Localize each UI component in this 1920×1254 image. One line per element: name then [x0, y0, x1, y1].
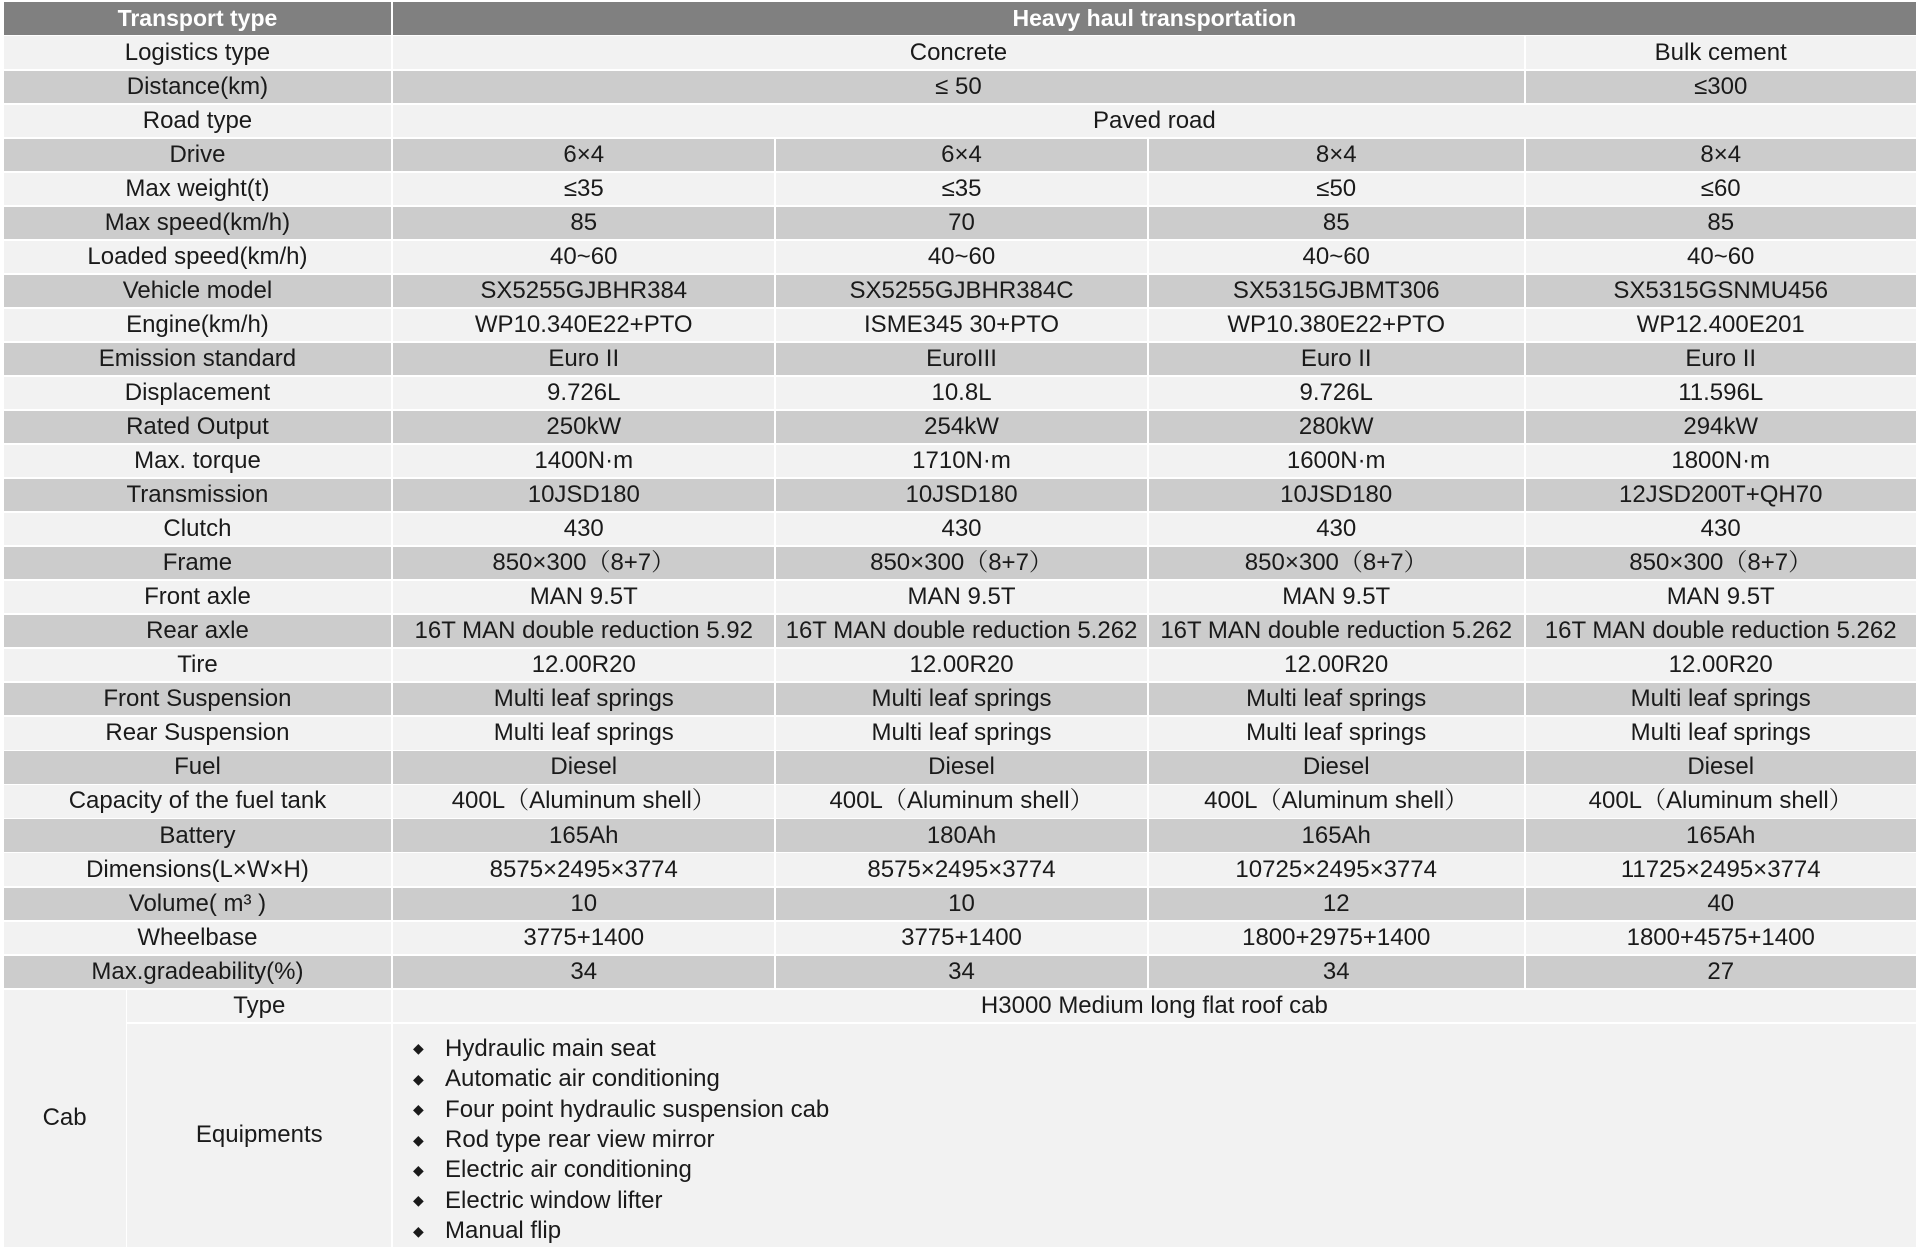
spec-cell: MAN 9.5T [1149, 581, 1524, 613]
spec-cell: 10.8L [776, 377, 1146, 409]
row-label: Wheelbase [4, 922, 392, 954]
spec-cell: 1800+4575+1400 [1526, 922, 1916, 954]
list-item [413, 1094, 1916, 1124]
diamond-bullet-icon: ◆ [413, 1101, 424, 1118]
spec-cell: ISME345 30+PTO [776, 309, 1146, 341]
spec-cell: 27 [1526, 956, 1916, 988]
spec-cell: Diesel [776, 751, 1146, 783]
spec-cell: Multi leaf springs [1149, 683, 1524, 715]
spec-cell: SX5255GJBHR384 [393, 275, 774, 307]
spec-cell: 165Ah [1149, 819, 1524, 851]
spec-cell: 400L（Aluminum shell） [1526, 785, 1916, 817]
logistics-bulk-cement: Bulk cement [1526, 36, 1916, 68]
cab-type-value: H3000 Medium long flat roof cab [393, 990, 1916, 1022]
spec-cell: 40~60 [1526, 241, 1916, 273]
spec-cell: 850×300（8+7） [1149, 547, 1524, 579]
spec-cell: 8575×2495×3774 [393, 853, 774, 885]
spec-cell: 12.00R20 [1149, 649, 1524, 681]
row-label: Drive [4, 139, 392, 171]
spec-cell: 400L（Aluminum shell） [393, 785, 774, 817]
spec-cell: EuroIII [776, 343, 1146, 375]
spec-cell: 430 [776, 513, 1146, 545]
row-label: Tire [4, 649, 392, 681]
list-item [413, 1216, 1916, 1246]
row-label: Rear axle [4, 615, 392, 647]
logistics-concrete: Concrete [393, 36, 1524, 68]
cab-equipments-list [393, 1024, 1916, 1247]
row-label-logistics-type: Logistics type [4, 36, 392, 68]
spec-cell: 250kW [393, 411, 774, 443]
spec-cell: 3775+1400 [393, 922, 774, 954]
spec-cell: WP10.340E22+PTO [393, 309, 774, 341]
cab-label: Cab [4, 990, 126, 1248]
spec-cell: 11725×2495×3774 [1526, 853, 1916, 885]
spec-cell: 85 [393, 207, 774, 239]
spec-cell: ≤35 [393, 173, 774, 205]
spec-cell: 8×4 [1526, 139, 1916, 171]
list-item [413, 1155, 1916, 1185]
row-label: Rear Suspension [4, 717, 392, 749]
spec-cell: 430 [1526, 513, 1916, 545]
spec-cell: 280kW [1149, 411, 1524, 443]
row-label: Transmission [4, 479, 392, 511]
spec-cell: 34 [1149, 956, 1524, 988]
spec-cell: 850×300（8+7） [1526, 547, 1916, 579]
spec-cell: Diesel [1149, 751, 1524, 783]
diamond-bullet-icon: ◆ [413, 1070, 424, 1087]
spec-cell: Euro II [1526, 343, 1916, 375]
diamond-bullet-icon: ◆ [413, 1161, 424, 1178]
spec-cell: Diesel [393, 751, 774, 783]
spec-cell: SX5315GJBMT306 [1149, 275, 1524, 307]
diamond-bullet-icon: ◆ [413, 1192, 424, 1209]
spec-cell: 16T MAN double reduction 5.262 [1149, 615, 1524, 647]
spec-cell: 9.726L [1149, 377, 1524, 409]
spec-cell: 10JSD180 [1149, 479, 1524, 511]
spec-cell: 10JSD180 [393, 479, 774, 511]
list-item [413, 1125, 1916, 1155]
list-item [413, 1186, 1916, 1216]
spec-cell: SX5315GSNMU456 [1526, 275, 1916, 307]
spec-cell: 850×300（8+7） [393, 547, 774, 579]
spec-cell: 70 [776, 207, 1146, 239]
spec-cell: 6×4 [776, 139, 1146, 171]
spec-cell: 40~60 [776, 241, 1146, 273]
equipment-text: Hydraulic main seat [445, 1034, 656, 1062]
spec-cell: 1800+2975+1400 [1149, 922, 1524, 954]
spec-cell: Multi leaf springs [393, 683, 774, 715]
spec-cell: WP12.400E201 [1526, 309, 1916, 341]
spec-cell: 8575×2495×3774 [776, 853, 1146, 885]
header-transport-type: Transport type [4, 2, 392, 34]
spec-cell: 6×4 [393, 139, 774, 171]
spec-cell: ≤60 [1526, 173, 1916, 205]
row-label: Frame [4, 547, 392, 579]
spec-cell: 10 [776, 888, 1146, 920]
spec-cell: 40~60 [1149, 241, 1524, 273]
spec-cell: 9.726L [393, 377, 774, 409]
spec-cell: 10 [393, 888, 774, 920]
equipment-text: Manual flip [445, 1217, 562, 1245]
row-label: Max speed(km/h) [4, 207, 392, 239]
spec-cell: 1400N·m [393, 445, 774, 477]
spec-cell: 40 [1526, 888, 1916, 920]
spec-cell: MAN 9.5T [1526, 581, 1916, 613]
row-label: Front Suspension [4, 683, 392, 715]
row-label: Displacement [4, 377, 392, 409]
row-label: Fuel [4, 751, 392, 783]
spec-cell: Euro II [393, 343, 774, 375]
equipment-text: Four point hydraulic suspension cab [445, 1095, 830, 1123]
spec-cell: 1800N·m [1526, 445, 1916, 477]
diamond-bullet-icon: ◆ [413, 1222, 424, 1239]
diamond-bullet-icon: ◆ [413, 1131, 424, 1148]
row-label-road-type: Road type [4, 105, 392, 137]
spec-cell: Multi leaf springs [1526, 717, 1916, 749]
spec-cell: 16T MAN double reduction 5.92 [393, 615, 774, 647]
diamond-bullet-icon: ◆ [413, 1040, 424, 1057]
spec-cell: 10JSD180 [776, 479, 1146, 511]
spec-cell: WP10.380E22+PTO [1149, 309, 1524, 341]
spec-cell: 430 [1149, 513, 1524, 545]
spec-cell: Multi leaf springs [1526, 683, 1916, 715]
equipment-text: Automatic air conditioning [445, 1065, 720, 1093]
spec-cell: 12JSD200T+QH70 [1526, 479, 1916, 511]
spec-cell: 12.00R20 [776, 649, 1146, 681]
spec-cell: Multi leaf springs [776, 683, 1146, 715]
equipment-text: Rod type rear view mirror [445, 1126, 715, 1154]
spec-cell: 165Ah [393, 819, 774, 851]
row-label: Rated Output [4, 411, 392, 443]
spec-cell: 34 [776, 956, 1146, 988]
distance-bulk-cement: ≤300 [1526, 71, 1916, 103]
spec-cell: 11.596L [1526, 377, 1916, 409]
spec-cell: 34 [393, 956, 774, 988]
spec-cell: 3775+1400 [776, 922, 1146, 954]
spec-cell: 400L（Aluminum shell） [776, 785, 1146, 817]
spec-cell: 85 [1526, 207, 1916, 239]
spec-cell: MAN 9.5T [393, 581, 774, 613]
spec-cell: 1600N·m [1149, 445, 1524, 477]
equipment-text: Electric window lifter [445, 1186, 663, 1214]
spec-cell: 12.00R20 [1526, 649, 1916, 681]
row-label: Volume( m³ ) [4, 888, 392, 920]
row-label: Max.gradeability(%) [4, 956, 392, 988]
spec-cell: 400L（Aluminum shell） [1149, 785, 1524, 817]
list-item [413, 1064, 1916, 1094]
spec-cell: ≤35 [776, 173, 1146, 205]
row-label: Dimensions(L×W×H) [4, 853, 392, 885]
row-label: Battery [4, 819, 392, 851]
spec-cell: 430 [393, 513, 774, 545]
spec-cell: ≤50 [1149, 173, 1524, 205]
row-label: Emission standard [4, 343, 392, 375]
row-label-distance: Distance(km) [4, 71, 392, 103]
row-label: Max weight(t) [4, 173, 392, 205]
header-heavy-haul: Heavy haul transportation [393, 2, 1916, 34]
row-label: Vehicle model [4, 275, 392, 307]
spec-cell: 85 [1149, 207, 1524, 239]
equipment-text: Electric air conditioning [445, 1156, 692, 1184]
row-label: Loaded speed(km/h) [4, 241, 392, 273]
spec-cell: 8×4 [1149, 139, 1524, 171]
spec-cell: 16T MAN double reduction 5.262 [1526, 615, 1916, 647]
spec-cell: 165Ah [1526, 819, 1916, 851]
spec-cell: 12.00R20 [393, 649, 774, 681]
spec-cell: 40~60 [393, 241, 774, 273]
row-label: Capacity of the fuel tank [4, 785, 392, 817]
list-item [413, 1034, 1916, 1064]
distance-concrete: ≤ 50 [393, 71, 1524, 103]
spec-cell: 10725×2495×3774 [1149, 853, 1524, 885]
row-label: Front axle [4, 581, 392, 613]
spec-cell: Multi leaf springs [776, 717, 1146, 749]
spec-cell: MAN 9.5T [776, 581, 1146, 613]
row-label: Engine(km/h) [4, 309, 392, 341]
spec-cell: 850×300（8+7） [776, 547, 1146, 579]
spec-cell: 1710N·m [776, 445, 1146, 477]
spec-cell: Diesel [1526, 751, 1916, 783]
spec-cell: 180Ah [776, 819, 1146, 851]
spec-cell: 12 [1149, 888, 1524, 920]
cab-type-label: Type [127, 990, 391, 1022]
road-type-value: Paved road [393, 105, 1916, 137]
row-label: Max. torque [4, 445, 392, 477]
spec-cell: SX5255GJBHR384C [776, 275, 1146, 307]
spec-cell: Multi leaf springs [393, 717, 774, 749]
spec-cell: 294kW [1526, 411, 1916, 443]
cab-equipments-label: Equipments [127, 1024, 391, 1247]
spec-cell: Euro II [1149, 343, 1524, 375]
spec-cell: 254kW [776, 411, 1146, 443]
spec-cell: Multi leaf springs [1149, 717, 1524, 749]
spec-cell: 16T MAN double reduction 5.262 [776, 615, 1146, 647]
row-label: Clutch [4, 513, 392, 545]
